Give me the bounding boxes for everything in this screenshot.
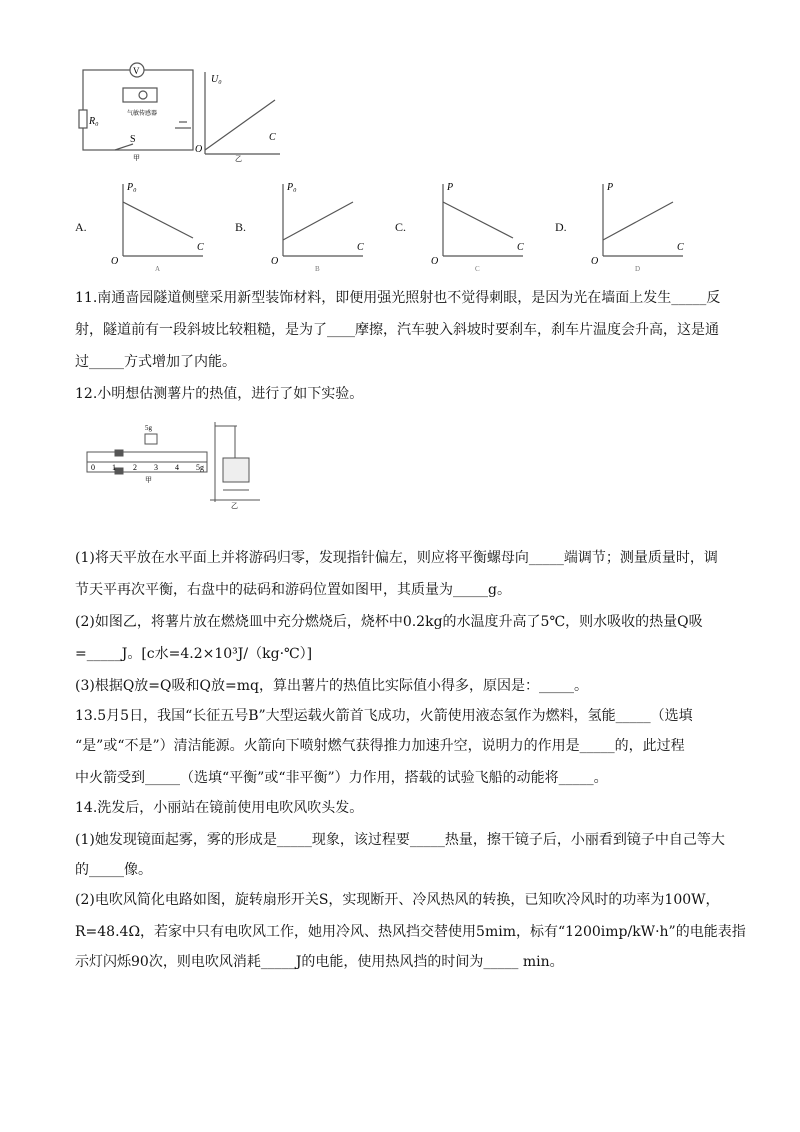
option-graph [431,178,531,273]
sensor-label: 气敏传感器 [127,111,158,117]
graph-caption: B [315,265,320,273]
x-axis-label: C [197,242,204,253]
text-line: 中火箭受到_____（选填“平衡”或“非平衡”）力作用，搭载的试验飞船的动能将_____。 [75,770,608,786]
switch-label: S [130,134,136,145]
text-line: (2)电吹风简化电路如图，旋转扇形开关S，实现断开、冷风热风的转换，已知吹冷风时的功率为100W， [75,892,720,908]
caption-left: 甲 [145,476,152,484]
origin-label: O [431,256,439,267]
x-axis-label: C [677,242,684,253]
trend-line [443,202,513,238]
y-axis-label: P₀ [287,182,297,193]
option-graph [591,178,691,273]
weight-label: 5g [145,424,152,432]
caption-right: 乙 [231,502,238,510]
option-label: C. [395,220,407,234]
graph-caption: D [635,265,641,273]
option-label: D. [555,220,567,234]
text-line: 节天平再次平衡，右盘中的砝码和游码位置如图甲，其质量为_____g。 [75,582,511,598]
x-axis-label: C [517,242,524,253]
trend-line [123,202,193,238]
text-line: R=48.4Ω，若家中只有电吹风工作，她用冷风、热风挡交替使用5mim，标有“1200imp/kW·h”的电能表指 [75,924,746,940]
text-line: =_____J。[c水=4.2×10³J/（kg·℃）] [75,646,313,662]
graph-caption: C [475,265,480,273]
text-line: (1)她发现镜面起雾，雾的形成是_____现象，该过程要_____热量，擦干镜子后，小丽看到镜子中自己等大 [75,832,725,848]
trend-line [603,202,673,240]
text-line: “是”或“不是”）清洁能源。火箭向下喷射燃气获得推力加速升空，说明力的作用是_____的，此过程 [75,738,685,754]
y-axis-label: P₀ [127,182,137,193]
ruler-tick-label: 4 [175,463,179,472]
graph-y-label: U₀ [211,74,222,85]
text-line: 示灯闪烁90次，则电吹风消耗_____J的电能，使用热风挡的时间为_____ min。 [75,954,564,970]
origin-label: O [111,256,119,267]
ruler-tick-label: 2 [133,463,137,472]
circuit-figure [75,62,305,162]
graph-origin: O [195,144,203,155]
text-line: 14.洗发后，小丽站在镜前使用电吹风吹头发。 [75,800,364,816]
balance-beaker-figure [85,420,275,510]
text-line: 的_____像。 [75,862,152,878]
option-label: B. [235,220,247,234]
option-graph [271,178,371,273]
text-line: 过_____方式增加了内能。 [75,354,236,370]
graph-caption: A [155,265,161,273]
text-line: 12.小明想估测薯片的热值，进行了如下实验。 [75,386,364,402]
ruler-tick-label: 5g [196,463,204,472]
origin-label: O [271,256,279,267]
text-line: 射，隧道前有一段斜坡比较粗糙，是为了____摩擦，汽车驶入斜坡时要刹车，刹车片温度会升高，这是通 [75,322,719,338]
resistor-label: R₀ [89,116,99,127]
voltmeter-label: V [133,66,140,76]
ruler-tick-label: 1 [112,463,116,472]
graph-caption: 乙 [235,155,242,162]
text-line: (3)根据Q放=Q吸和Q放=mq，算出薯片的热值比实际值小得多，原因是：_____。 [75,678,588,694]
y-axis-label: P [447,182,454,193]
circuit-caption: 甲 [133,154,140,162]
option-graph [111,178,211,273]
ruler-tick-label: 0 [91,463,95,472]
ruler-tick-label: 3 [154,463,158,472]
origin-label: O [591,256,599,267]
option-label: A. [75,220,87,234]
text-line: 11.南通啬园隧道侧壁采用新型装饰材料，即便用强光照射也不觉得刺眼，是因为光在墙面上发生_____反 [75,290,721,306]
text-line: 13.5月5日，我国“长征五号B”大型运载火箭首飞成功，火箭使用液态氢作为燃料，氢能_____（选填 [75,708,693,724]
text-line: (1)将天平放在水平面上并将游码归零，发现指针偏左，则应将平衡螺母向_____端调节；测量质量时，调 [75,550,718,566]
text-line: (2)如图乙，将薯片放在燃烧皿中充分燃烧后，烧杯中0.2kg的水温度升高了5℃，则水吸收的热量Q吸 [75,614,703,630]
graph-x-label: C [269,132,276,143]
y-axis-label: P [607,182,614,193]
trend-line [283,202,353,240]
x-axis-label: C [357,242,364,253]
